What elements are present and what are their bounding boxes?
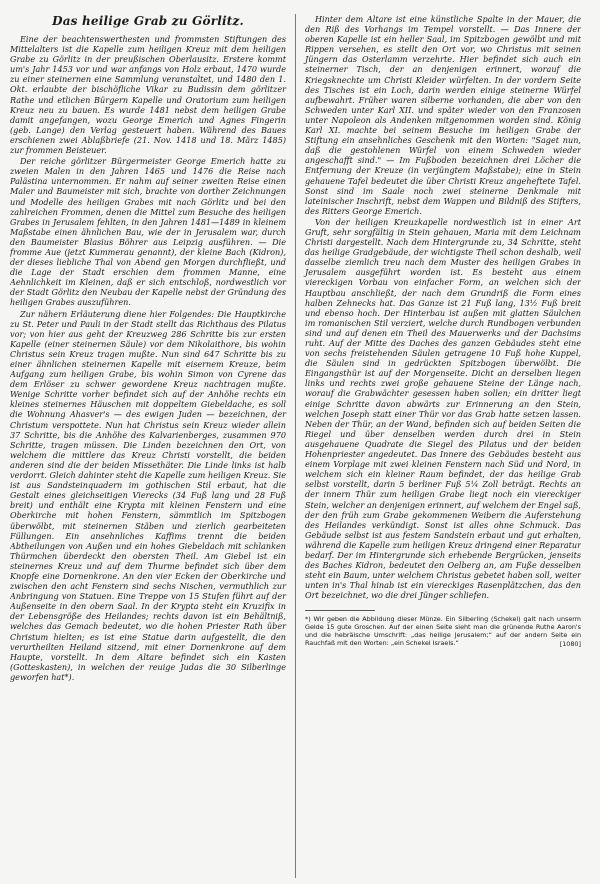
footnote: [305, 615, 581, 647]
left-column: [10, 14, 292, 878]
two-column-layout: [10, 14, 592, 878]
right-column: [299, 14, 581, 878]
paragraph-intro: Eine der beachtenswerthesten und frommsten Stiftungen des Mittelalters ist die Kapelle zum heiligen Kreuz mit dem heiligen Grabe zu Görlitz in der preußischen Oberlausitz. Erstere kommt um's Jahr 1453 vor und war anfangs von Holz erbaut, 1470 wurde zu einer steinernen eine Sammlung veranstaltet, und 1480 den 1. Okt. erlaubte der bischöfliche Vikar zu Budissin dem görlitzer Rathe und etlichen Bürgern Kapelle und Oratorium zum heiligen Kreuz neu zu bauen. Es wurde 1481 nebst dem heiligen Grabe damit angefangen, wozu George Emerich und Agnes Fingerin (geb. Lange) den Verlag gesteuert haben. Während des Baues erschienen zwei Ablaßbriefe (21. Nov. 1418 und 18. März 1485) zur frommen Beisteuer.: [10, 34, 286, 156]
paragraph-upper-chapel: Hinter dem Altare ist eine künstliche Spalte in der Mauer, die den Riß des Vorhangs im Tempel vorstellt. — Das Innere der oberen Kapelle ist ein heller Saal, im Spitzbogen gewölbt und mit Rippen versehen, es stellt den Ort vor, wo Christus mit seinen Jüngern das Osterlamm verzehrte. Hier befindet sich auch ein steinerner Tisch, der an denjenigen erinnert, worauf die Kriegsknechte um Christi Kleider würfelten. In der vordern Seite des Tisches ist ein Loch, darin werden einige steinerne Würfel aufbewahrt. Früher waren silberne vorhanden, die aber von den Schweden unter Karl XII. und später wieder von den Franzosen unter Napoleon als Andenken mitgenommen worden sind. König Karl XI. machte bei seinem Besuche im heiligen Grabe der Stiftung ein ansehnliches Geschenk mit den Worten: "Saget nun, daß die gestohlenen Würfel von einem Schweden wieder angeschafft sind." — Im Fußboden bezeichnen drei Löcher die Entfernung der Kreuze (in verjüngtem Maßstabe); eine in Stein gehauene Tafel bedeutet die über Christi Kreuz angeheftete Tafel. Sonst sind im Saale noch zwei steinerne Denkmale mit lateinischer Inschrift, nebst dem Wappen und Bildniß des Stifters, des Ritters George Emerich.: [305, 14, 581, 216]
footnote-text: *) Wir geben die Abbildung dieser Münze. Ein Silberling (Schekel) galt nach unserm Gelde 15 gute Groschen. Auf der einen Seite sieht man die grünende Ruthe Aaron's und die hebräische Umschrift: „das heilige Jerusalem;“ auf der andern Seite ein Rauchfaß mit den Worten: „ein Schekel Israels.“: [305, 615, 581, 648]
paragraph-explanation: Zur nähern Erläuterung diene hier Folgendes: Die Hauptkirche zu St. Peter und Pauli in der Stadt stellt das Richthaus des Pilatus vor; von hier aus geht der Kreuzweg 286 Schritte bis zur ersten Kapelle (einer steinernen Säule) vor dem Nikolaithore, bis wohin Christus sein Kreuz tragen mußte. Nun sind 647 Schritte bis zu einer ähnlichen steinernen Kapelle mit eisernem Kreuze, beim Aufgang zum heiligen Grabe, bis wohin Simon von Cyrene das dem Erlöser zu schwer gewordene Kreuz nachtragen mußte. Wenige Schritte vorher befindet sich auf der Anhöhe rechts ein kleines steinernes Häuschen mit doppeltem Giebeldache, es soll die Wohnung Ahasver's — des ewigen Juden — bezeichnen, der Christum verspottete. Nun hat Christus sein Kreuz wieder allein 37 Schritte, bis die Anhöhe des Kalvarienberges, zusammen 970 Schritte, tragen müssen. Die Linden bezeichnen den Ort, von welchem die mittlere das Kreuz Christi vorstellt, die beiden anderen sind die der beiden Missethäter. Die Linde links ist halb verdorrt. Gleich dahinter steht die Kapelle zum heiligen Kreuz. Sie ist aus Sandsteinquadern im gothischen Stil erbaut, hat die Gestalt eines gleichseitigen Vierecks (34 Fuß lang und 28 Fuß breit) und enthält eine Krypta mit kleinen Fenstern und eine Oberkirche mit hohen Fenstern, sämmtlich im Spitzbogen überwölbt, mit steinernen Stäben und zierlich gearbeiteten Füllungen. Ein ansehnliches Kaffims trennt die beiden Abtheilungen von Außen und ein hohes Giebeldach mit schlanken Thürmchen überdeckt den obersten Theil. Am Giebel ist ein steinernes Kreuz und auf dem Thurme befindet sich über dem Knopfe eine Dornenkrone. An den vier Ecken der Oberkirche und zwischen den acht Fenstern sind sechs Nischen, vermuthlich zur Anbringung von Statuen. Eine Treppe von 15 Stufen führt auf der Außenseite in den obern Saal. In der Krypta steht ein Kruzifix in der Lebensgröße des Heilandes; rechts davon ist ein Behältniß, welches das Gemach bedeutet, wo die hohen Priester Rath über Christum hielten; es ist eine Statue darin aufgestellt, die den verurtheilten Heiland sitzend, mit einer Dornenkrone auf dem Haupte, vorstellt. In dem Altare befindet sich ein Kasten (Gotteskasten), in welchen der reuige Judas die 30 Silberlinge geworfen hat*).: [10, 308, 286, 682]
footnote-reference-number: [1080]: [559, 640, 581, 649]
paragraph-grave-building: Von der heiligen Kreuzkapelle nordwestlich ist in einer Art Gruft, sehr sorgfältig in Stein gehauen, Maria mit dem Leichnam Christi dargestellt. Nach dem Hintergrunde zu, 34 Schritte, steht das heilige Gradgebäude, der wichtigste Theil schon deshalb, weil dasselbe ziemlich treu nach dem Muster des heiligen Grabes in Jerusalem ausgeführt worden ist. Es besteht aus einem viereckigen Vorbau von einfacher Form, an welchen sich der Hauptbau anschließt, der nach dem Grundriß die Form eines halben Zehnecks hat. Das Ganze ist 21 Fuß lang, 13½ Fuß breit und ebenso hoch. Der Hinterbau ist außen mit glatten Säulchen im romanischen Stil verziert, welche durch Rundbogen verbunden sind und auf denen ein Theil des Mauerwerks und der Dachsims ruht. Auf der Mitte des Daches des ganzen Gebäudes steht eine von sechs freistehenden Säulen getragene 10 Fuß hohe Kuppel, die Säulen sind in gedrückten Spitzbogen überwölbt. Die Eingangsthür ist auf der Morgenseite. Dicht an derselben liegen links und rechts zwei große gehauene Steine der Länge nach, worauf die Grabwächter gesessen haben sollen; ein dritter liegt einige Schritte davon abwärts zur Erinnerung an den Stein, welchen Joseph statt einer Thür vor das Grab hatte setzen lassen. Neben der Thür, an der Wand, befinden sich auf beiden Seiten die Riegel und über denselben werden durch drei in Stein ausgehauene Quadrate die Siegel des Pilatus und der beiden Hohenpriester angedeutet. Das Innere des Gebäudes besteht aus einem Vorplage mit zwei kleinen Fenstern nach Süd und Nord, in welchem sich ein kleiner Raum befindet, der das heilige Grab selbst vorstellt, darin 5 berliner Fuß 5¼ Zoll beträgt. Rechts an der innern Thür zum heiligen Grabe liegt noch ein viereckiger Stein, welcher an denjenigen erinnert, auf welchem der Engel saß, der den früh zum Grabe gekommenen Weibern die Auferstehung des Heilandes verkündigt. Sonst ist alles ohne Schmuck. Das Gebäude selbst ist aus festem Sandstein erbaut und gut erhalten, während die Kapelle zum heiligen Kreuz dringend einer Reparatur bedarf. Der im Hintergrunde sich erhebende Bergrücken, jenseits des Baches Kidron, bedeutet den Oelberg an, am Fuße desselben steht ein Baum, unter welchem Christus gebetet haben soll, weiter unten in's Thal hinab ist ein viereckiges Rasenplätzchen, das den Ort bezeichnet, wo die drei Jünger schliefen.: [305, 216, 581, 601]
article-title: Das heilige Grab zu Görlitz.: [52, 14, 244, 28]
paragraph-emerich: Der reiche görlitzer Bürgermeister George Emerich hatte zu zweien Malen in den Jahren 1465 und 1476 die Reise nach Palästina unternommen. Er nahm auf seiner zweiten Reise einen Maler und Baumeister mit sich, brachte von dorther Zeichnungen und Modelle des heiligen Grabes mit nach Görlitz und bei den zahlreichen Frommen, denen die Mittel zum Besuche des heiligen Grabes in Jerusalem fehlten, in den Jahren 1481—1489 in kleinem Maßstabe einen ähnlichen Bau, wie der in Jerusalem war, durch den Baumeister Blasius Böhrer aus Leipzig ausführen. — Die fromme Aue (jetzt Kummerau genannt), der kleine Bach (Kidron), der dieses liebliche Thal von Abend gen Morgen durchfließt, und die Lage der Stadt erschien dem frommen Manne, eine Aehnlichkeit im Kleinen, daß er sich entschloß, nordwestlich vor der Stadt Görlitz den Neubau der Kapelle nebst der Gründung des heiligen Grabes auszuführen.: [10, 156, 286, 308]
column-divider: [295, 14, 296, 878]
footnote-divider: [305, 610, 375, 611]
